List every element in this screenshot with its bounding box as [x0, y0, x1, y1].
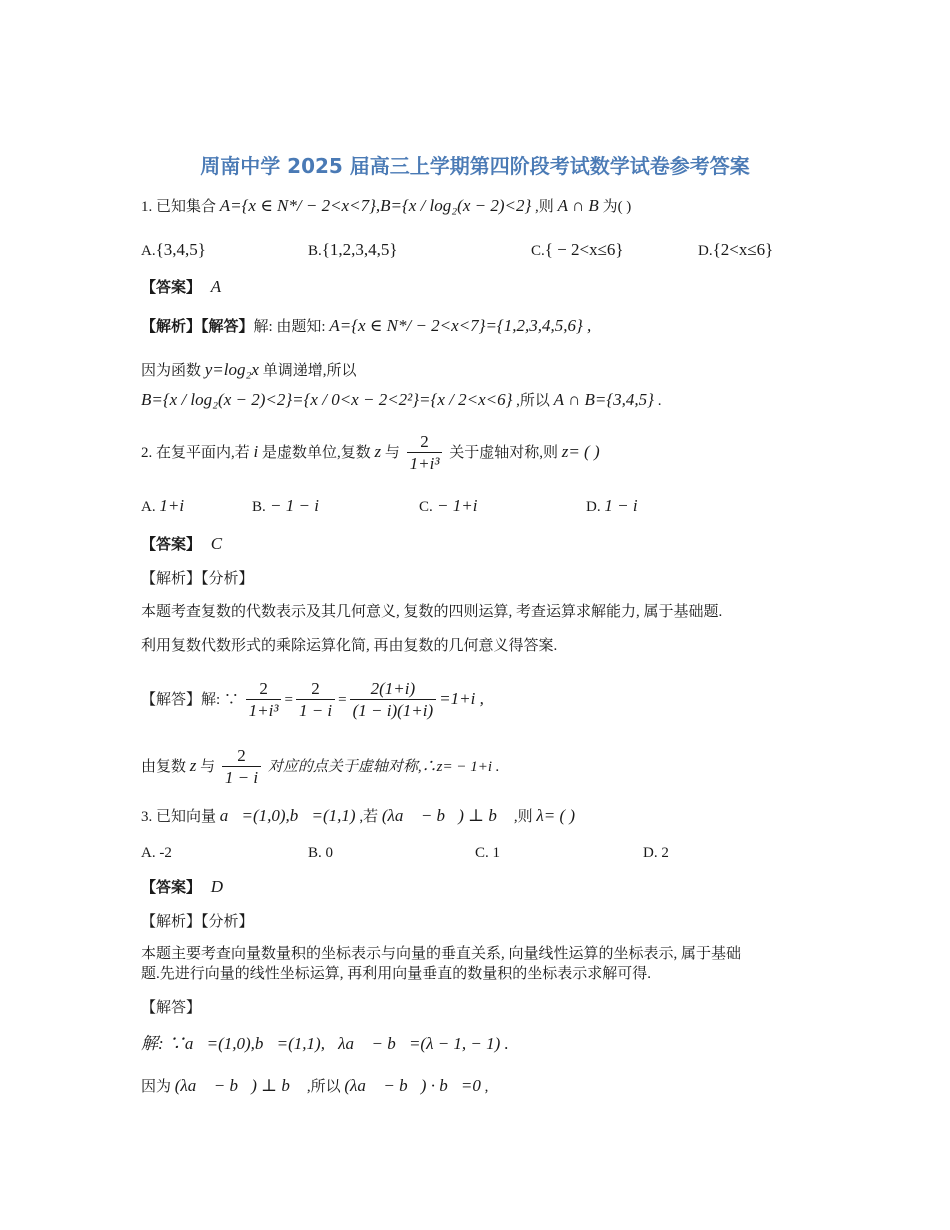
q1-stem-prefix: 1. 已知集合: [141, 199, 217, 215]
q3-answer: 【答案】 D: [141, 877, 224, 896]
q3-solution-line: 解: ∵a⃗=(1,0),b⃗=(1,1),∴λa⃗ − b⃗=(λ − 1, − 1) .: [141, 1034, 509, 1053]
q1-solution: 【解析】【解答】解: 由题知: A={x ∈ N*/ − 2<x<7}={1,2,3,4,5,6} ,: [141, 316, 592, 335]
q2-analysis-label: 【解析】【分析】: [141, 571, 254, 587]
page-title: 周南中学 2025 届高三上学期第四阶段考试数学试卷参考答案: [200, 154, 750, 178]
q1-set-b: B={x / log₂(x − 2)<2}: [380, 196, 532, 215]
q2-option-d: D. 1 − i: [586, 496, 638, 515]
q3-answer-value: D: [210, 877, 224, 896]
q2-analysis-2: 利用复数代数形式的乘除运算化简, 再由复数的几何意义得答案.: [141, 638, 558, 654]
q3-analysis-1: 本题主要考查向量数量积的坐标表示与向量的垂直关系, 向量线性运算的坐标表示, 属于基础: [141, 946, 742, 962]
q1-option-a: A.{3,4,5}: [141, 240, 206, 259]
q2-option-a: A. 1+i: [141, 496, 185, 515]
q3-option-b: B. 0: [308, 845, 334, 861]
q3-option-c: C. 1: [475, 845, 501, 861]
q2-solution: 【解答】解: ∵ $\frac{2}{\text{1+i³}}$ = $\frac{2}{1 - i}$ = $\frac{2(1+i)}{(1 - i)(1+i)}$ =1+i ,: [141, 679, 484, 721]
q3-analysis-label: 【解析】【分析】: [141, 914, 254, 930]
q1-line3: B={x / log₂(x − 2)<2}={x / 0<x − 2<2²}={x / 2<x<6} ,所以 A ∩ B={3,4,5} .: [141, 390, 662, 409]
q1-set-a: A={x ∈ N*/ − 2<x<7},: [219, 196, 381, 215]
q2-answer: 【答案】 C: [141, 534, 223, 553]
q3-last-line: 因为 (λa⃗ − b⃗) ⊥ b⃗ ,所以 (λa⃗ − b⃗) · b⃗=0 ,: [141, 1076, 489, 1095]
q1-line2: 因为函数 y=log₂x 单调递增,所以: [141, 360, 357, 379]
q3-option-a: A. -2: [141, 845, 172, 861]
q1-solution-eq: A={x ∈ N*/ − 2<x<7}={1,2,3,4,5,6} ,: [329, 316, 592, 335]
q2-line2: 由复数 z 与 $\frac{2}{1 - i}$ 对应的点关于虚轴对称,∴z= − 1+i .: [141, 746, 500, 788]
q1-stem: [141, 196, 631, 217]
q1-suffix: 为( ): [602, 199, 632, 215]
q1-answer: 【答案】 A: [141, 277, 222, 296]
q2-option-c: C. − 1+i: [419, 496, 478, 515]
q1-option-c: C.{ − 2<x≤6}: [531, 240, 624, 259]
q3-solution-label: 【解答】: [141, 1000, 202, 1016]
q2-fraction: $\frac{2}{\text{1+i³}}$: [407, 432, 443, 475]
q1-intersection: A ∩ B: [557, 196, 599, 215]
q1-answer-value: A: [210, 277, 222, 296]
q2-option-b: B. − 1 − i: [252, 496, 319, 515]
q3-analysis-2: 题.先进行向量的线性坐标运算, 再利用向量垂直的数量积的坐标表示求解可得.: [141, 966, 652, 982]
q3-stem: 3. 已知向量 a⃗=(1,0),b⃗=(1,1) ,若 (λa⃗ − b⃗) ⊥ b⃗ ,则 λ= ( ): [141, 806, 576, 825]
q1-option-d: D.{2<x≤6}: [698, 240, 774, 259]
q2-answer-value: C: [210, 534, 223, 553]
q3-option-d: D. 2: [643, 845, 669, 861]
q1-then: ,则: [535, 199, 554, 215]
q2-stem: 2. 在复平面内,若 i 是虚数单位,复数 z 与 $\frac{2}{\text{1+i³}}$ 关于虚轴对称,则 z= ( ): [141, 432, 600, 474]
q2-analysis-1: 本题考查复数的代数表示及其几何意义, 复数的四则运算, 考查运算求解能力, 属于基础题.: [141, 604, 723, 620]
q1-option-b: B.{1,2,3,4,5}: [308, 240, 398, 259]
